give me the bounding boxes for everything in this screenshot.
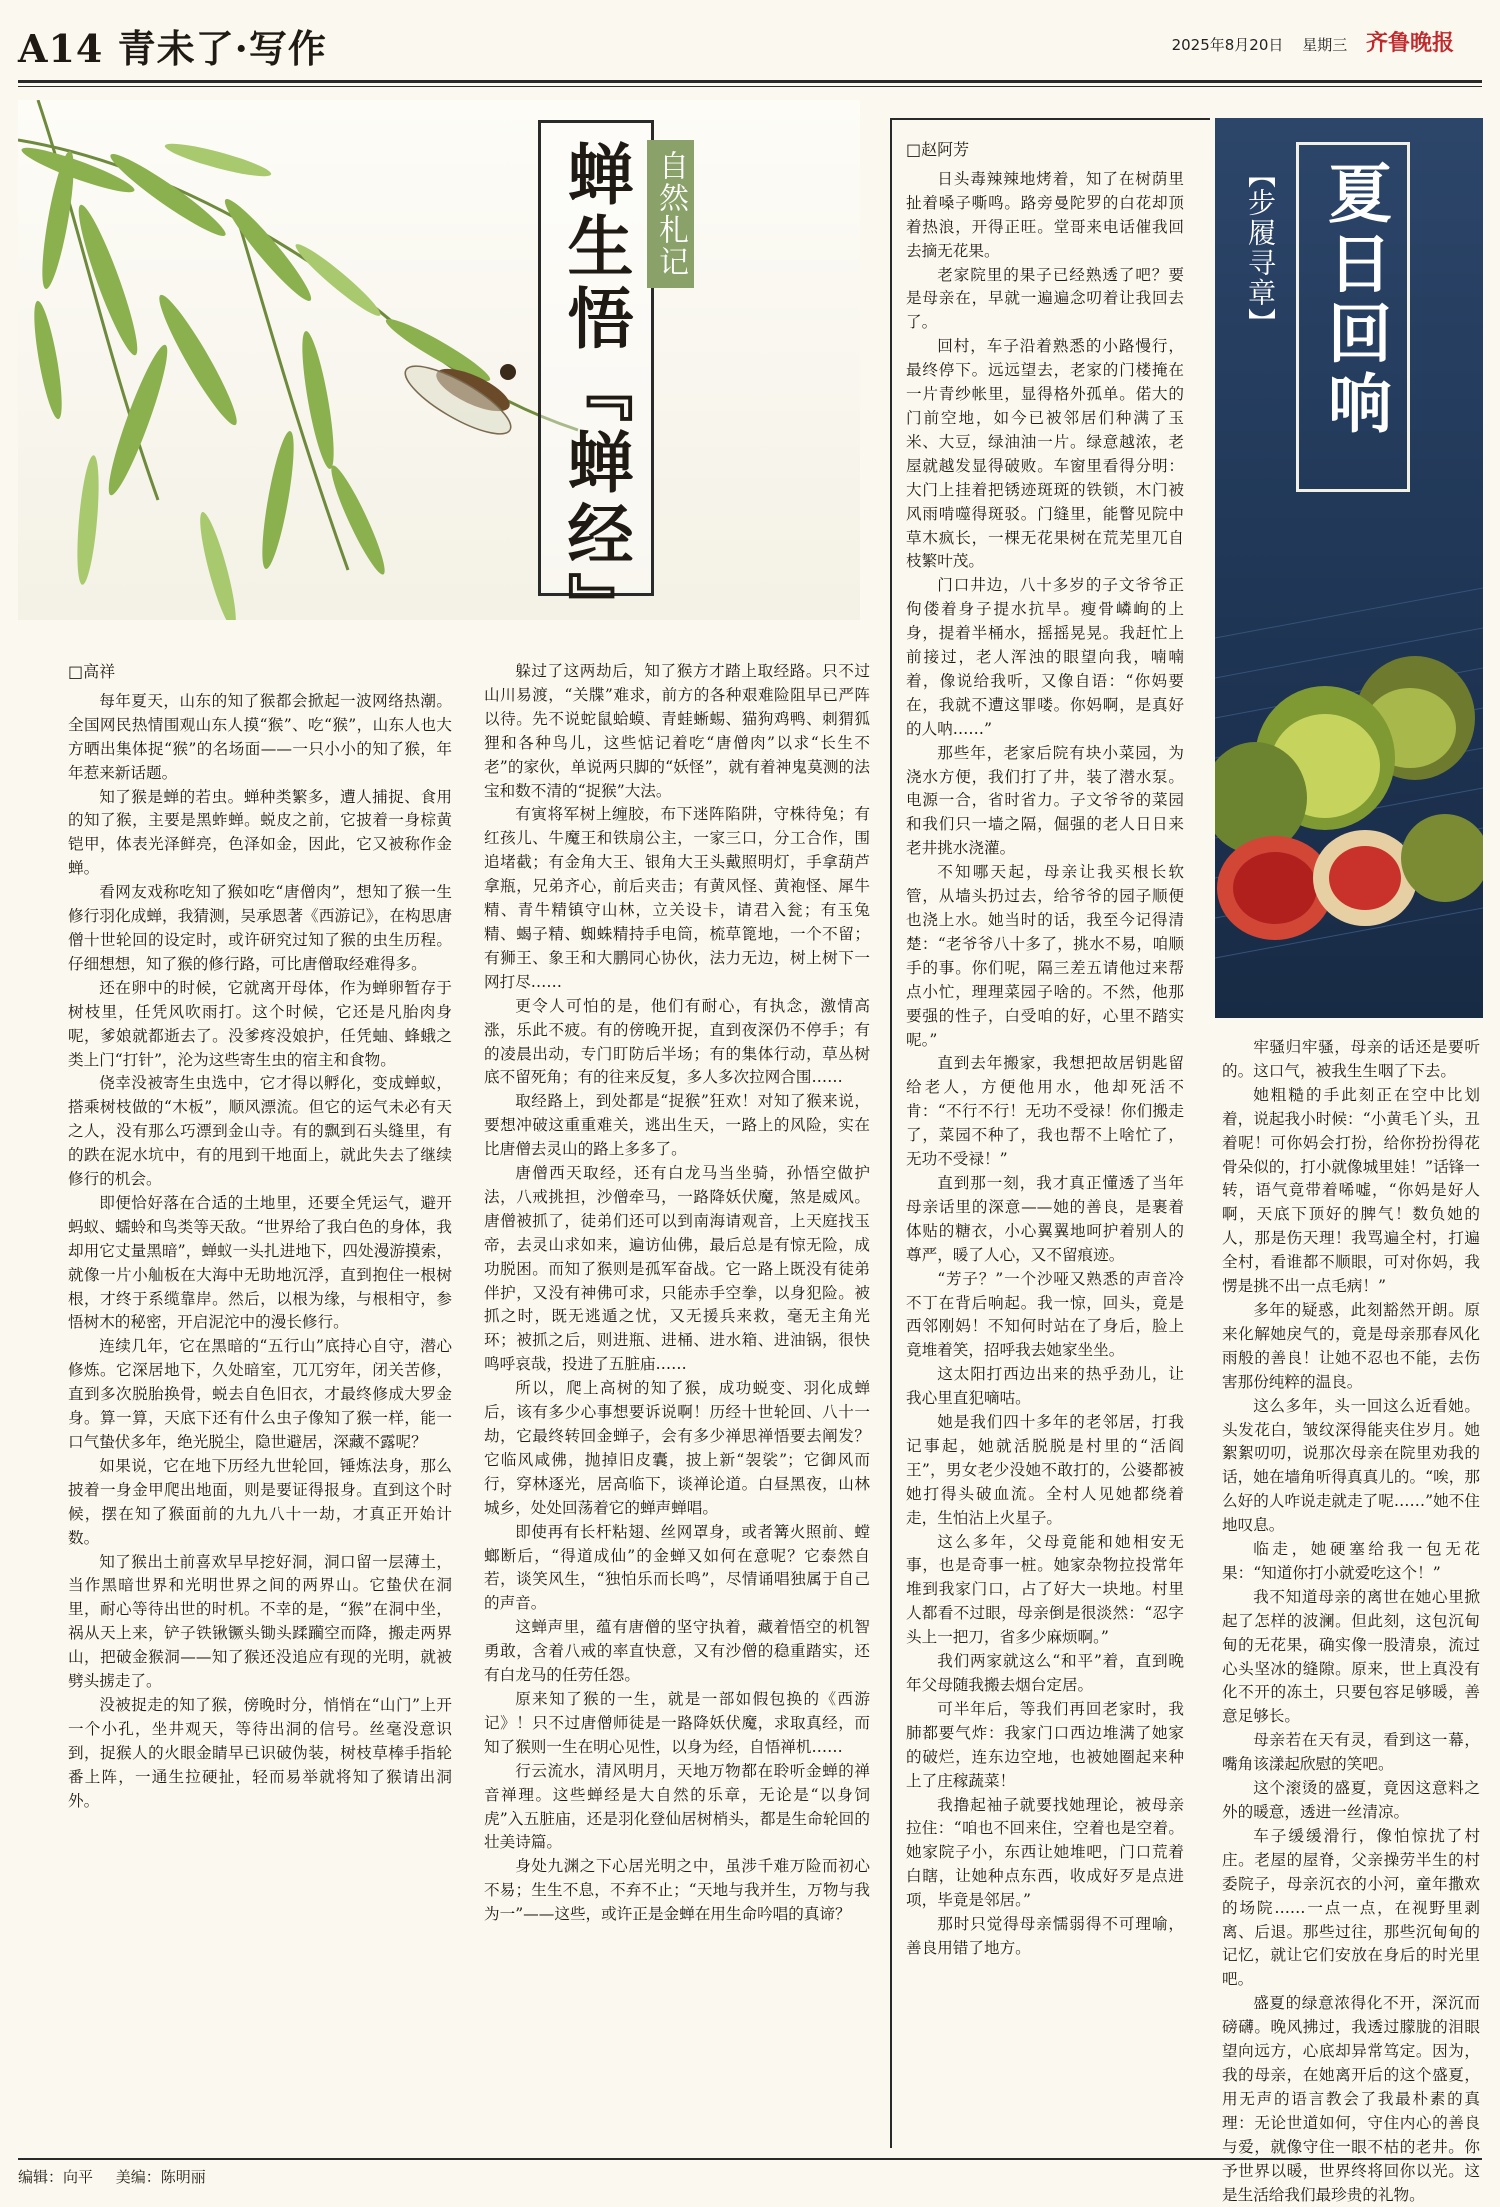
article2-paragraph: 这么多年，头一回这么近看她。头发花白，皱纹深得能夹住岁月。她絮絮叨叨，说那次母亲在院里劝我的话，她在墙角听得真真儿的。“唉，那么好的人咋说走就走了呢……”她不住地叹息。	[1222, 1396, 1480, 1535]
article2-paragraph: 牢骚归牢骚，母亲的话还是要听的。这口气，被我生生咽了下去。	[1222, 1038, 1480, 1080]
article2-paragraph: 车子缓缓滑行，像怕惊扰了村庄。老屋的屋脊，父亲操劳半生的村委院子，母亲沉衣的小河，童年撒欢的场院……一点一点，在视野里剥离、后退。那些过往，那些沉甸甸的记忆，就让它们安放在身后的时光里吧。	[1222, 1826, 1480, 1989]
header-meta	[1158, 26, 1454, 57]
article2-paragraph: 门口井边，八十多岁的子文爷爷正佝偻着身子提水抗旱。瘦骨嶙峋的上身，提着半桶水，摇摇晃晃。我赶忙上前接过，老人浑浊的眼望向我，喃喃着，像说给我听，又像自语：“你妈要在，我就不遭这罪喽。你妈啊，是真好的人呐……”	[906, 576, 1184, 738]
footer-rule	[18, 2158, 1482, 2160]
editor-credit: 编辑：向平	[18, 2168, 94, 2186]
article1-paragraph: 连续几年，它在黑暗的“五行山”底持心自守，潜心修炼。它深居地下，久处暗室，兀兀穷年，闭关苦修，直到多次脱胎换骨，蜕去自色旧衣，才最终修成大罗金身。算一算，天底下还有什么虫子像知了猴一样，能一口气蛰伏多年，绝光脱尘，隐世避居，深藏不露呢？	[68, 1337, 452, 1451]
article1-paragraph: 唐僧西天取经，还有白龙马当坐骑，孙悟空做护法，八戒挑担，沙僧牵马，一路降妖伏魔，煞是威风。唐僧被抓了，徒弟们还可以到南海请观音，上天庭找玉帝，去灵山求如来，遍访仙佛，最后总是有惊无险，成功脱困。而知了猴则是孤军奋战。它一路上既没有徒弟伴护，又没有神佛可求，只能赤手空拳，以身犯险。被抓之时，既无逃遁之忧，又无援兵来救，毫无主角光环；被抓之后，则进瓶、进桶、进水箱、进油锅，很快鸣呼哀哉，投进了五脏庙……	[484, 1164, 870, 1374]
article1-paragraph: 知了猴是蝉的若虫。蝉种类繁多，遭人捕捉、食用的知了猴，主要是黑蚱蝉。蜕皮之前，它披着一身棕黄铠甲，体表光泽鲜亮，色泽如金，因此，它又被称作金蝉。	[68, 787, 452, 878]
article1-paragraph: 即使再有长杆粘翅、丝网罩身，或者篝火照前、螳螂断后，“得道成仙”的金蝉又如何在意呢？它泰然自若，谈笑风生，“独怕乐而长鸣”，尽情诵唱独属于自己的声音。	[484, 1522, 870, 1613]
article2-paragraph: 盛夏的绿意浓得化不开，深沉而磅礴。晚风拂过，我透过朦胧的泪眼望向远方，心底却异常笃定。因为，我的母亲，在她离开后的这个盛夏，用无声的语言教会了我最朴素的真理：无论世道如何，守住内心的善良与爱，就像守住一眼不枯的老井。你予世界以暖，世界终将回你以光。这是生活给我们最珍贵的礼物。	[1222, 1994, 1480, 2204]
page-header	[18, 14, 1482, 80]
issue-weekday: 星期三	[1302, 36, 1348, 54]
article2-paragraph: 临走，她硬塞给我一包无花果：“知道你打小就爱吃这个！”	[1222, 1540, 1480, 1582]
article2-paragraph: 我撸起袖子就要找她理论，被母亲拉住：“咱也不回来住，空着也是空着。她家院子小，东西让她堆吧，门口荒着白瞎，让她种点东西，收成好歹是点进项，毕竟是邻居。”	[906, 1795, 1184, 1910]
article2-paragraph: 那时只觉得母亲懦弱得不可理喻，善良用错了地方。	[906, 1915, 1184, 1957]
article2-column-right	[1222, 1036, 1480, 2207]
article1-paragraph: 身处九渊之下心居光明之中，虽涉千难万险而初心不易；生生不息，不弃不止；“天地与我并生，万物与我为一”——这些，或许正是金蝉在用生命吟唱的真谛？	[484, 1857, 870, 1924]
article1-paragraph: 没被捉走的知了猴，傍晚时分，悄悄在“山门”上开一个小孔，坐井观天，等待出洞的信号。丝毫没意识到，捉猴人的火眼金睛早已识破伪装，树枝草棒手指轮番上阵，一通生拉硬扯，轻而易举就将知了猴请出洞外。	[68, 1695, 452, 1810]
article1-paragraph: 这蝉声里，蕴有唐僧的坚守执着，藏着悟空的机智勇敢，含着八戒的率直快意，又有沙僧的稳重踏实，还有白龙马的任劳任怨。	[484, 1618, 870, 1685]
article2-paragraph: 这太阳打西边出来的热乎劲儿，让我心里直犯嘀咕。	[906, 1365, 1184, 1408]
willow-leaves-icon	[18, 100, 860, 620]
article2-paragraph: 老家院里的果子已经熟透了吧？要是母亲在，早就一遍遍念叨着让我回去了。	[906, 265, 1184, 332]
article2-author: □赵阿芳	[906, 140, 970, 159]
article1-paragraph: 还在卵中的时候，它就离开母体，作为蝉卵暂存于树枝里，任凭风吹雨打。这个时候，它还是凡胎肉身呢，爹娘就都逝去了。没爹疼没娘护，任凭蚰、蜂蛾之类上门“打针”，沦为这些寄生虫的宿主和食物。	[68, 978, 452, 1069]
header-rule	[18, 80, 1482, 83]
article2-paragraph: 母亲若在天有灵，看到这一幕，嘴角该漾起欣慰的笑吧。	[1222, 1731, 1480, 1774]
article2-paragraph: 日头毒辣辣地烤着，知了在树荫里扯着嗓子嘶鸣。路旁曼陀罗的白花却顶着热浪，开得正旺。堂哥来电话催我回去摘无花果。	[906, 169, 1184, 260]
article2-paragraph: 我们两家就这么“和平”着，直到晚年父母随我搬去烟台定居。	[906, 1652, 1184, 1694]
article2-paragraph: 可半年后，等我们再回老家时，我肺都要气炸：我家门口西边堆满了她家的破烂，连东边空地，也被她圈起来种上了庄稼蔬菜！	[906, 1699, 1184, 1790]
tag-bracket-open: 【	[1244, 160, 1277, 188]
page-label: A14 青未了·写作	[18, 26, 327, 71]
article2-paragraph: 我不知道母亲的离世在她心里掀起了怎样的波澜。但此刻，这包沉甸甸的无花果，确实像一股清泉，流过心头坚冰的缝隙。原来，世上真没有化不开的冻土，只要包容足够暖，善意足够长。	[1222, 1587, 1480, 1726]
article2-top-rule	[890, 118, 1210, 120]
article2-paragraph: 那些年，老家后院有块小菜园，为浇水方便，我们打了井，装了潜水泵。电源一合，省时省力。子文爷爷的菜园和我们只一墙之隔，倔强的老人日日来老井挑水浇灌。	[906, 743, 1184, 858]
article1-paragraph: 所以，爬上高树的知了猴，成功蜕变、羽化成蝉后，该有多少心事想要诉说啊！历经十世轮回、八十一劫，它最终转回金蝉子，会有多少禅思禅悟要去阐发？它临风咸佛，抛掉旧皮囊，披上新“袈裟”；它御风而行，穿林逐光，居高临下，谈禅论道。白昼黑夜，山林城乡，处处回荡着它的蝉声蝉唱。	[484, 1379, 870, 1517]
article2-column-tag	[1240, 160, 1280, 336]
willow-cicada-illustration	[18, 100, 860, 620]
designer-credit: 美编：陈明丽	[115, 2168, 206, 2186]
article1-paragraph: 知了猴出土前喜欢早早挖好洞，洞口留一层薄土，当作黑暗世界和光明世界之间的两界山。它蛰伏在洞里，耐心等待出世的时机。不幸的是，“猴”在洞中坐，祸从天上来，铲子铁锹镢头锄头蹂躏空而降，搬走两界山，把破金猴洞——知了猴还没追应有现的光明，就被劈头掳走了。	[68, 1552, 452, 1691]
article2-paragraph: 多年的疑惑，此刻豁然开朗。原来化解她戾气的，竟是母亲那春风化雨般的善良！让她不忍也不能，去伤害那份纯粹的温良。	[1222, 1300, 1480, 1391]
article2-tag-label: 步履寻章	[1244, 188, 1277, 308]
article2-paragraph: 直到那一刻，我才真正懂透了当年母亲话里的深意——她的善良，是裹着体贴的糖衣，小心翼翼地呵护着别人的尊严，暖了人心，又不留痕迹。	[906, 1173, 1184, 1264]
article2-paragraph: 她粗糙的手此刻正在空中比划着，说起我小时候：“小黄毛丫头，丑着呢！可你妈会打扮，给你扮扮得花骨朵似的，打小就像城里娃！”话锋一转，语气竟带着唏嘘，“你妈是好人啊，天底下顶好的脾气！数负她的人，那是伤天理！我骂遍全村，打遍全村，看谁都不顺眼，可对你妈，我愣是挑不出一点毛病！”	[1222, 1085, 1480, 1296]
article1-paragraph: 如果说，它在地下历经九世轮回，锤炼法身，那么披着一身金甲爬出地面，则是要证得报身。直到这个时候，摆在知了猴面前的九九八十一劫，才真正开始计数。	[68, 1456, 452, 1547]
article1-column-right	[484, 660, 870, 1927]
article2-paragraph: 直到去年搬家，我想把故居钥匙留给老人，方便他用水，他却死活不肯：“不行不行！无功不受禄！你们搬走了，菜园不种了，我也帮不上啥忙了，无功不受禄！”	[906, 1054, 1184, 1169]
article2-title: 夏日回响	[1317, 160, 1392, 440]
article1-column-left	[68, 660, 452, 1814]
article1-tag-label: 自然札记	[647, 140, 694, 288]
article1-paragraph: 原来知了猴的一生，就是一部如假包换的《西游记》！只不过唐僧师徒是一路降妖伏魔，求取真经，而知了猴则一生在明心见性，以身为经，自悟禅机……	[484, 1689, 870, 1756]
header-rule-thin	[18, 86, 1482, 87]
article2-paragraph: 她是我们四十多年的老邻居，打我记事起，她就活脱脱是村里的“活阎王”，男女老少没她不敢打的，公婆都被她打得头破血流。全村人见她都绕着走，生怕沾上火星子。	[906, 1413, 1184, 1527]
article1-paragraph: 每年夏天，山东的知了猴都会掀起一波网络热潮。全国网民热情围观山东人摸“猴”、吃“猴”，山东人也大方晒出集体捉“猴”的名场面——一只小小的知了猴，年年惹来新话题。	[68, 691, 452, 782]
article-divider	[890, 118, 892, 2148]
article1-paragraph: 躲过了这两劫后，知了猴方才踏上取经路。只不过山川易渡，“关牒”难求，前方的各种艰难险阻早已严阵以待。先不说蛇鼠蛤蟆、青蛙蜥蜴、猫狗鸡鸭、刺猬狐狸和各种鸟儿，这些惦记着吃“唐僧肉”以求“长生不老”的家伙，单说两只脚的“妖怪”，就有着神鬼莫测的法宝和数不清的“捉猴”大法。	[484, 662, 870, 800]
article2-paragraph: 这个滚烫的盛夏，竟因这意料之外的暖意，透进一丝清凉。	[1222, 1779, 1480, 1821]
issue-date: 2025年8月20日	[1171, 36, 1284, 54]
article1-paragraph: 取经路上，到处都是“捉猴”狂欢！对知了猴来说，要想冲破这重重难关，逃出生天，一路上的风险，实在比唐僧去灵山的路上多多了。	[484, 1092, 870, 1159]
article1-paragraph: 有寅将军树上缠胶，布下迷阵陷阱，守株待兔；有红孩儿、牛魔王和铁扇公主，一家三口，分工合作，围追堵截；有金角大王、银角大王头戴照明灯，手拿葫芦拿瓶，兄弟齐心，前后夹击；有黄风怪、黄袍怪、犀牛精、青牛精镇守山林，立关设卡，请君入瓮；有玉兔精、蝎子精、蜘蛛精持手电筒，梳草篦地，一个不留；有狮王、象王和大鹏同心协伙，法力无边，树上树下一网打尽……	[484, 805, 870, 991]
article2-column-left	[906, 138, 1184, 1961]
paper-logo: 齐鲁晚报	[1365, 30, 1454, 56]
tag-bracket-close: 】	[1244, 308, 1277, 336]
article1-title: 蝉生悟『蝉经』	[556, 140, 634, 644]
article2-paragraph: 不知哪天起，母亲让我买根长软管，从墙头扔过去，给爷爷的园子顺便也浇上水。她当时的话，我至今记得清楚：“老爷爷八十多了，挑水不易，咱顺手的事。你们呢，隔三差五请他过来帮点小忙，理理菜园子啥的。不然，他那要强的性子，白受咱的好，心里不踏实呢。”	[906, 863, 1184, 1049]
article1-paragraph: 侥幸没被寄生虫选中，它才得以孵化，变成蝉蚁，搭乘树枝做的“木板”，顺风漂流。但它的运气未必有天之人，没有那么巧漂到金山寺。有的飘到石头缝里，有的跌在泥水坑中，有的甩到干地面上，就此失去了继续修行的机会。	[68, 1074, 452, 1189]
article2-paragraph: 这么多年，父母竟能和她相安无事，也是奇事一桩。她家杂物拉投常年堆到我家门口，占了好大一块地。村里人都看不过眼，母亲倒是很淡然：“忍字头上一把刀，省多少麻烦啊。”	[906, 1532, 1184, 1647]
article2-paragraph: 回村，车子沿着熟悉的小路慢行，最终停下。远远望去，老家的门楼掩在一片青纱帐里，显得格外孤单。偌大的门前空地，如今已被邻居们种满了玉米、大豆，绿油油一片。绿意越浓，老屋就越发显得破败。车窗里看得分明：大门上挂着把锈迹斑斑的铁锁，木门被风雨啃噬得斑驳。门缝里，能瞥见院中草木疯长，一棵无花果树在荒芜里兀自枝繁叶茂。	[906, 337, 1184, 571]
article2-paragraph: “芳子？”一个沙哑又熟悉的声音冷不丁在背后响起。我一惊，回头，竟是西邻刚妈！不知何时站在了身后，脸上竟堆着笑，招呼我去她家坐坐。	[906, 1269, 1184, 1360]
article1-paragraph: 更令人可怕的是，他们有耐心，有执念，激情高涨，乐此不疲。有的傍晚开捉，直到夜深仍不停手；有的凌晨出动，专门盯防后半场；有的集体行动，草丛树底不留死角；有的往来反复，多人多次拉网合围……	[484, 996, 870, 1087]
article1-paragraph: 即便恰好落在合适的土地里，还要全凭运气，避开蚂蚁、蠕蛉和鸟类等天敌。“世界给了我白色的身体，我却用它丈量黑暗”，蝉蚁一头扎进地下，四处漫游摸索，就像一片小舢板在大海中无助地沉浮，直到抱住一根树根，才终于系缆靠岸。然后，以根为缘，与根相守，参悟树木的秘密，开启泥沱中的漫长修行。	[68, 1193, 452, 1332]
article1-column-tag	[648, 140, 710, 370]
article1-paragraph: 看网友戏称吃知了猴如吃“唐僧肉”，想知了猴一生修行羽化成蝉，我猜测，吴承恩著《西游记》，在构思唐僧十世轮回的设定时，或许研究过知了猴的虫生历程。仔细想想，知了猴的修行路，可比唐僧取经难得多。	[68, 883, 452, 973]
page-footer	[18, 2166, 224, 2187]
article1-author: □高祥	[68, 662, 116, 681]
article1-paragraph: 行云流水，清风明月，天地万物都在聆听金蝉的禅音禅理。这些蝉经是大自然的乐章，无论是“以身饲虎”入五脏庙，还是羽化登仙居树梢头，都是生命轮回的壮美诗篇。	[484, 1761, 870, 1852]
